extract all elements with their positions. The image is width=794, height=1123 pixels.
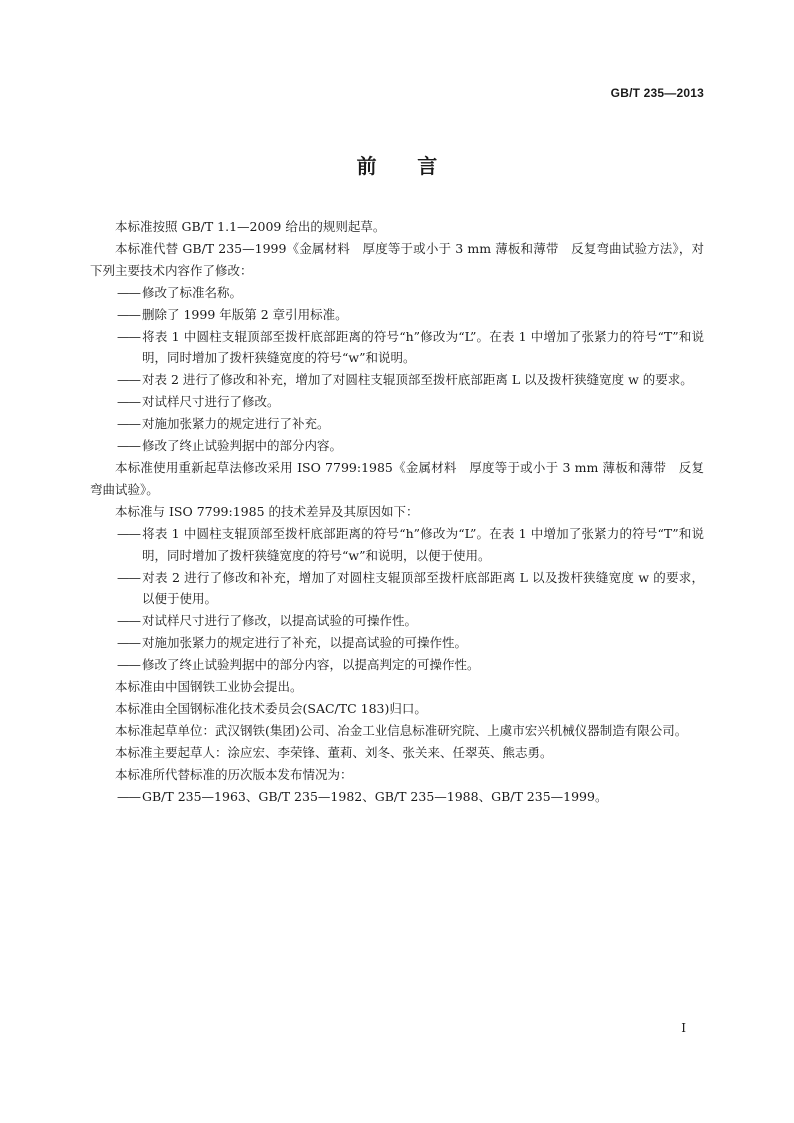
list-item: —— 修改了标准名称。 <box>90 282 704 304</box>
paragraph: 本标准起草单位：武汉钢铁(集团)公司、冶金工业信息标准研究院、上虞市宏兴机械仪器制造有限公司。 <box>115 722 688 738</box>
dash-mark: —— <box>117 525 140 541</box>
paragraph: 本标准按照 GB/T 1.1—2009 给出的规则起草。 <box>115 219 386 234</box>
dash-mark: —— <box>117 438 140 454</box>
list-item: —— 对表 2 进行了修改和补充，增加了对圆柱支辊顶部至拨杆底部距离 L 以及拨杆狭缝宽度 w 的要求，以便于使用。 <box>90 567 704 611</box>
dash-mark: —— <box>117 394 140 410</box>
paragraph: 本标准代替 GB/T 235—1999《金属材料 厚度等于或小于 3 mm 薄板和薄带 反复弯曲试验方法》，对下列主要技术内容作了修改： <box>90 240 704 278</box>
paragraph: 本标准由全国钢标准化技术委员会(SAC/TC 183)归口。 <box>115 700 427 716</box>
dash-mark: —— <box>117 569 140 585</box>
list-item: —— 删除了 1999 年版第 2 章引用标准。 <box>90 304 704 326</box>
list-item: —— 对施加张紧力的规定进行了补充，以提高试验的可操作性。 <box>90 632 704 654</box>
dash-mark: —— <box>117 613 140 629</box>
list-item: —— 对试样尺寸进行了修改。 <box>90 391 704 413</box>
dash-mark: —— <box>117 416 140 432</box>
paragraph: 本标准主要起草人：涂应宏、李荣锋、董莉、刘冬、张关来、任翠英、熊志勇。 <box>115 744 553 760</box>
dash-mark: —— <box>117 788 140 804</box>
page-title: 前 言 <box>356 154 438 178</box>
document-body <box>90 216 704 807</box>
paragraph: 本标准所代替标准的历次版本发布情况为： <box>115 766 353 782</box>
list-item: —— 对施加张紧力的规定进行了补充。 <box>90 413 704 435</box>
dash-mark: —— <box>117 657 140 673</box>
list-item: —— 将表 1 中圆柱支辊顶部至拨杆底部距离的符号“h”修改为“L”。在表 1 中增加了张紧力的符号“T”和说明，同时增加了拨杆狭缝宽度的符号“w”和说明。 <box>90 326 704 370</box>
list-item: —— 将表 1 中圆柱支辊顶部至拨杆底部距离的符号“h”修改为“L”。在表 1 中增加了张紧力的符号“T”和说明，同时增加了拨杆狭缝宽度的符号“w”和说明，以便于使用。 <box>90 523 704 567</box>
paragraph: 本标准由中国钢铁工业协会提出。 <box>115 679 303 695</box>
dash-mark: —— <box>117 306 140 322</box>
list-item: —— 对试样尺寸进行了修改，以提高试验的可操作性。 <box>90 610 704 632</box>
list-item: —— 修改了终止试验判据中的部分内容，以提高判定的可操作性。 <box>90 654 704 676</box>
paragraph: 本标准与 ISO 7799:1985 的技术差异及其原因如下： <box>115 503 419 519</box>
dash-mark: —— <box>117 328 140 344</box>
dash-mark: —— <box>117 372 140 388</box>
paragraph: 本标准使用重新起草法修改采用 ISO 7799:1985《金属材料 厚度等于或小于 3 mm 薄板和薄带 反复弯曲试验》。 <box>90 459 704 497</box>
list-item: —— 对表 2 进行了修改和补充，增加了对圆柱支辊顶部至拨杆底部距离 L 以及拨杆狭缝宽度 w 的要求。 <box>90 369 704 391</box>
dash-mark: —— <box>117 635 140 651</box>
dash-mark: —— <box>117 284 140 300</box>
list-item: —— GB/T 235—1963、GB/T 235—1982、GB/T 235—1988、GB/T 235—1999。 <box>90 786 704 808</box>
standard-code: GB/T 235—2013 <box>610 86 704 100</box>
list-item: —— 修改了终止试验判据中的部分内容。 <box>90 435 704 457</box>
page-number: I <box>681 1021 686 1035</box>
